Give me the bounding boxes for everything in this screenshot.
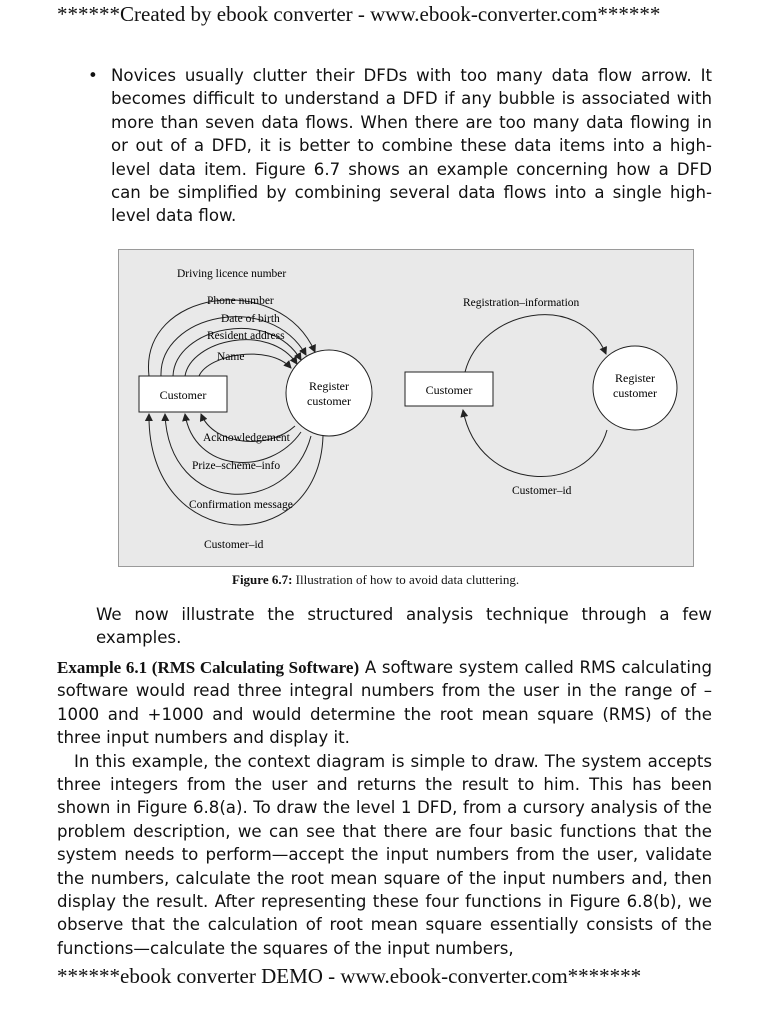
label-address: Resident address xyxy=(207,330,285,342)
label-driving-licence: Driving licence number xyxy=(177,268,287,280)
label-name: Name xyxy=(217,351,245,363)
converter-footer: ******ebook converter DEMO - www.ebook-converter.com******* xyxy=(57,964,642,988)
dfd-diagram xyxy=(119,250,695,568)
register-label-left-1: Register xyxy=(309,379,349,393)
example-paragraph xyxy=(57,656,712,750)
bullet-marker: • xyxy=(88,66,98,85)
flow-custid-right xyxy=(463,410,607,477)
caption-label: Figure 6.7: xyxy=(232,572,293,587)
register-circle-left xyxy=(286,350,372,436)
register-label-right-1: Register xyxy=(615,371,655,385)
flow-name xyxy=(199,354,291,376)
example-text: A software system called RMS calculating software would read three integral numbers from the user in the range of –1000 and +1000 and would determine the root mean square (RMS) of the three input numbers and display it. xyxy=(57,658,712,748)
label-dob: Date of birth xyxy=(221,313,280,325)
flow-phone xyxy=(161,317,306,376)
label-prize: Prize–scheme–info xyxy=(192,460,281,472)
figure-caption xyxy=(232,572,519,588)
label-confirm: Confirmation message xyxy=(189,499,293,511)
label-ack: Acknowledgement xyxy=(203,432,290,444)
label-registration-info: Registration–information xyxy=(463,297,580,309)
label-custid-left: Customer–id xyxy=(204,539,264,551)
figure-6-7 xyxy=(118,249,694,567)
register-label-left-2: customer xyxy=(307,394,351,408)
caption-text: Illustration of how to avoid data cluttering. xyxy=(292,572,520,587)
flow-confirm xyxy=(165,414,311,494)
left-dfd xyxy=(139,268,372,551)
right-dfd xyxy=(405,297,677,497)
label-phone: Phone number xyxy=(207,295,274,307)
customer-label-right: Customer xyxy=(425,383,473,397)
converter-header: ******Created by ebook converter - www.ebook-converter.com****** xyxy=(57,2,661,26)
flow-registration-info xyxy=(465,315,606,372)
customer-label-left: Customer xyxy=(159,388,207,402)
example-heading: Example 6.1 (RMS Calculating Software) xyxy=(57,658,360,677)
bullet-item xyxy=(88,64,712,228)
intro-paragraph: We now illustrate the structured analysis technique through a few examples. xyxy=(96,605,712,648)
context-paragraph: In this example, the context diagram is simple to draw. The system accepts three integers from the user and returns the result to him. This has been shown in Figure 6.8(a). To draw the level 1 DFD, from a cursory analysis of the problem description, we can see that there are four basic functions that the system needs to perform—accept the input numbers from the user, validate the numbers, calculate the root mean square of the input numbers and, then display the result. After representing these four functions in Figure 6.8(b), we observe that the calculation of root mean square essentially consists of the functions—calculate the squares of the input numbers, xyxy=(57,751,712,958)
bullet-text: Novices usually clutter their DFDs with too many data flow arrow. It becomes difficult to understand a DFD if any bubble is associated with more than seven data flows. When there are too many data flowing in or out of a DFD, it is better to combine these data items into a high-level data item. Figure 6.7 shows an example concerning how a DFD can be simplified by combining several data flows into a single high-level data flow. xyxy=(111,66,712,226)
label-custid-right: Customer–id xyxy=(512,485,572,497)
register-label-right-2: customer xyxy=(613,386,657,400)
example-section xyxy=(57,656,712,960)
